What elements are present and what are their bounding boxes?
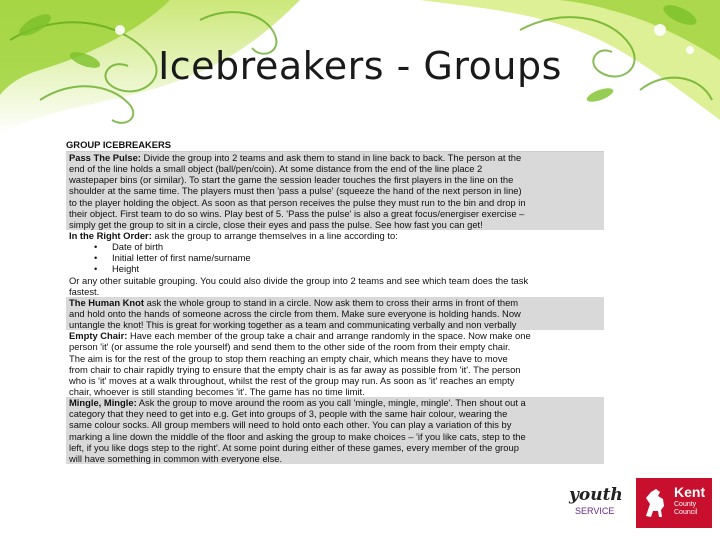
icebreakers-document — [66, 138, 604, 500]
document-line — [66, 297, 604, 308]
document-line — [66, 197, 604, 208]
bullet-text: Height — [112, 263, 140, 275]
line-text: Have each member of the group take a chair and arrange randomly in the space. Now make one — [127, 330, 531, 342]
section-heading: The Human Knot — [69, 296, 144, 308]
document-line — [66, 208, 604, 219]
document-heading: GROUP ICEBREAKERS — [66, 138, 604, 152]
line-text: Divide the group into 2 teams and ask them to stand in line back to back. The person at the — [140, 152, 522, 163]
line-text: ask the whole group to stand in a circle. Now ask them to cross their arms in front of them — [144, 296, 519, 308]
document-line — [66, 375, 604, 386]
line-text: same colour socks. All group members will need to hold onto each other. You can play a variation of this by — [69, 419, 512, 431]
document-line — [66, 275, 604, 286]
bullet-dot: • — [94, 252, 98, 264]
line-text: shoulder at the same time. The players must then 'pass a pulse' (squeeze the hand of the next person in line) — [69, 185, 522, 197]
document-line — [66, 330, 604, 341]
kent-logo-subtitle: County Council — [674, 501, 698, 516]
document-line — [66, 163, 604, 174]
svg-text:SERVICE: SERVICE — [575, 506, 615, 516]
section-heading: Pass The Pulse: — [69, 152, 141, 163]
youth-service-logo — [565, 478, 623, 524]
section-heading: Empty Chair: — [69, 330, 128, 342]
document-line — [66, 431, 604, 442]
line-text: will have something in common with everyone else. — [69, 452, 283, 464]
document-line — [66, 419, 604, 430]
line-text: ask the group to arrange themselves in a line according to: — [151, 229, 398, 241]
kent-logo-name: Kent — [674, 484, 706, 500]
document-line — [66, 152, 604, 163]
bullet-item — [66, 252, 604, 263]
line-text: left, if you like dogs step to the right'. At some point during either of these games, every member of the group — [69, 441, 519, 453]
document-line — [66, 185, 604, 196]
document-line — [66, 174, 604, 185]
line-text: and hold onto the hands of someone across the circle from them. Make sure everyone is holding hands. Now — [69, 307, 521, 319]
line-text: from chair to chair rapidly trying to ensure that the empty chair is as far away as possible from 'it'. The person — [69, 363, 521, 375]
bullet-item — [66, 241, 604, 252]
section-heading: In the Right Order: — [69, 229, 152, 241]
document-line — [66, 319, 604, 330]
bullet-text: Initial letter of first name/surname — [112, 252, 251, 264]
line-text: untangle the knot! This is great for working together as a team and communicating verbally and non verbally — [69, 319, 517, 331]
line-text: Or any other suitable grouping. You could also divide the group into 2 teams and see which team does the task — [69, 274, 529, 286]
line-text: end of the line holds a small object (ball/pen/coin). At some distance from the end of the line place 2 — [69, 163, 483, 175]
svg-text:youth: youth — [569, 485, 623, 505]
line-text: The aim is for the rest of the group to stop them reaching an empty chair, which means they have to move — [69, 352, 508, 364]
section-heading: Mingle, Mingle: — [69, 397, 137, 409]
line-text: fastest. — [69, 285, 100, 297]
document-line — [66, 308, 604, 319]
bullet-dot: • — [94, 263, 98, 275]
document-line — [66, 453, 604, 464]
line-text: person 'it' (or assume the role yourself) and send them to the other side of the room from their empty chair. — [69, 341, 511, 353]
document-line — [66, 442, 604, 453]
document-line — [66, 341, 604, 352]
bullet-item — [66, 263, 604, 274]
white-horse-icon — [642, 486, 668, 520]
kent-county-council-logo — [636, 478, 712, 528]
line-text: their object. First team to do so wins. Play best of 5. 'Pass the pulse' is also a great focus/energiser exercise – — [69, 207, 525, 219]
line-text: chair, whoever is still standing becomes 'it'. The game has no time limit. — [69, 385, 365, 397]
bullet-dot: • — [94, 241, 98, 253]
bullet-text: Date of birth — [112, 241, 164, 253]
line-text: category that they need to get into e.g. Get into groups of 3, people with the same hair colour, wearing the — [69, 408, 508, 420]
document-line — [66, 408, 604, 419]
line-text: wastepaper bins (or similar). To start the game the session leader touches the first players in the line on the — [69, 174, 514, 186]
document-line — [66, 397, 604, 408]
document-line — [66, 386, 604, 397]
document-line — [66, 364, 604, 375]
line-text: marking a line down the middle of the floor and asking the group to make choices – 'if you like cats, step to the — [69, 430, 526, 442]
line-text: Ask the group to move around the room as you call 'mingle, mingle, mingle'. Then shout out a — [136, 397, 526, 409]
document-line — [66, 353, 604, 364]
line-text: simply get the group to sit in a circle, close their eyes and pass the pulse. See how fast you can get! — [69, 218, 483, 230]
document-line — [66, 219, 604, 230]
youth-service-logo-image — [565, 478, 623, 524]
line-text: to the player holding the object. As soon as that person receives the pulse they must run to the bin and drop in — [69, 196, 526, 208]
slide-title: Icebreakers - Groups — [158, 44, 562, 88]
document-line — [66, 230, 604, 241]
document-line — [66, 286, 604, 297]
line-text: who is 'it' moves at a walk throughout, whilst the rest of the group may run. As soon as 'it' reaches an empty — [69, 374, 515, 386]
